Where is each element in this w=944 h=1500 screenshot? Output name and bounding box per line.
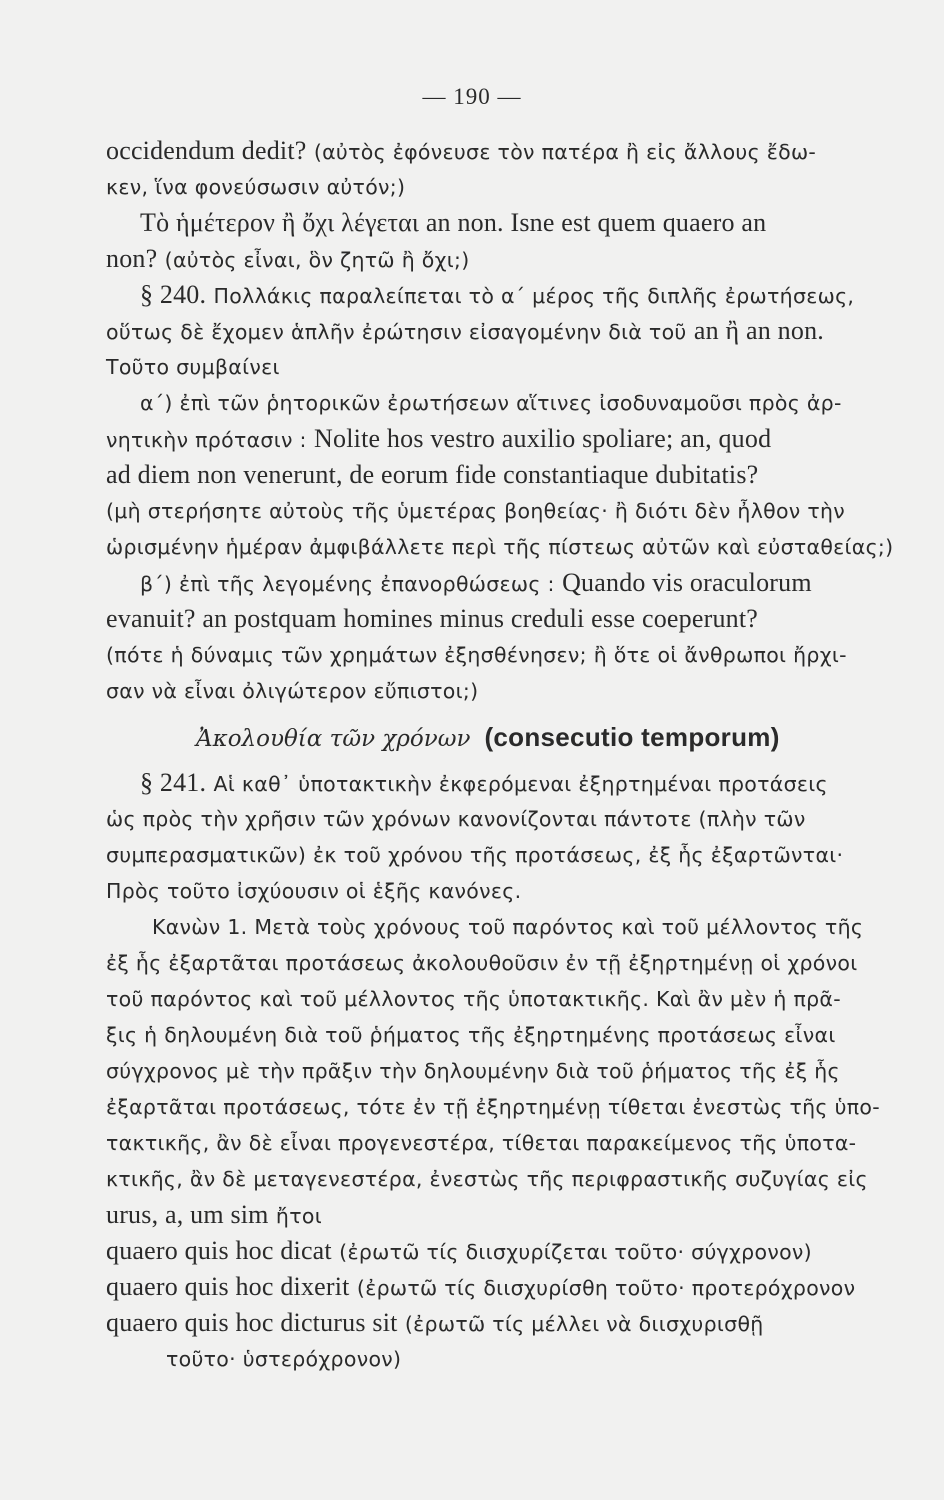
heading-latin: (consecutio temporum) <box>484 722 780 752</box>
text-line: evanuit? an postquam homines minus creduli esse coeperunt? <box>106 604 759 633</box>
text-line: σύγχρονος μὲ τὴν πρᾶξιν τὴν δηλουμένην διὰ τοῦ ῥήματος τῆς ἐξ ἧς <box>106 1059 840 1083</box>
text-line: occidendum dedit? (αὐτὸς ἐφόνευσε τὸν πατέρα ἢ εἰς ἄλλους ἔδω- <box>106 136 817 165</box>
text-line: Πρὸς τοῦτο ἰσχύουσιν οἱ ἑξῆς κανόνες. <box>106 879 522 903</box>
text-line: ἐξ ἧς ἐξαρτᾶται προτάσεως ἀκολουθοῦσιν ἐν τῇ ἐξηρτημένῃ οἱ χρόνοι <box>106 951 858 975</box>
text-line: οὕτως δὲ ἔχομεν ἁπλῆν ἐρώτησιν εἰσαγομένην διὰ τοῦ an ἢ an non. <box>106 316 824 345</box>
text-line: ἐξαρτᾶται προτάσεως, τότε ἐν τῇ ἐξηρτημένῃ τίθεται ἐνεστὼς τῆς ὑπο- <box>106 1095 880 1119</box>
text-line: τακτικῆς, ἂν δὲ εἶναι προγενεστέρα, τίθεται παρακείμενος τῆς ὑποτα- <box>106 1131 857 1155</box>
text-line: § 241. Αἱ καθ᾿ ὑποτακτικὴν ἐκφερόμεναι ἐξηρτημέναι προτάσεις <box>140 768 828 797</box>
text-line: non? (αὐτὸς εἶναι, ὃν ζητῶ ἢ ὄχι;) <box>106 244 470 273</box>
text-line: τοῦτο· ὑστερόχρονον) <box>166 1347 402 1371</box>
text-line: κτικῆς, ἂν δὲ μεταγενεστέρα, ἐνεστὼς τῆς περιφραστικῆς συζυγίας εἰς <box>106 1167 868 1191</box>
text-line: § 240. Πολλάκις παραλείπεται τὸ α΄ μέρος τῆς διπλῆς ἐρωτήσεως, <box>140 280 855 309</box>
text-line: τοῦ παρόντος καὶ τοῦ μέλλοντος τῆς ὑποτακτικῆς. Καὶ ἂν μὲν ἡ πρᾶ- <box>106 987 841 1011</box>
text-line: Κανὼν 1. Μετὰ τοὺς χρόνους τοῦ παρόντος καὶ τοῦ μέλλοντος τῆς <box>152 915 864 939</box>
text-line: ad diem non venerunt, de eorum fide constantiaque dubitatis? <box>106 460 759 489</box>
text-line: β΄) ἐπὶ τῆς λεγομένης ἐπανορθώσεως : Quando vis oraculorum <box>140 568 812 597</box>
text-line: α΄) ἐπὶ τῶν ῥητορικῶν ἐρωτήσεων αἵτινες ἰσοδυναμοῦσι πρὸς ἀρ- <box>140 391 842 415</box>
text-line: συμπερασματικῶν) ἐκ τοῦ χρόνου τῆς προτάσεως, ἐξ ἧς ἐξαρτῶνται· <box>106 843 844 867</box>
text-line: Τοῦτο συμβαίνει <box>106 355 280 379</box>
text-line: urus, a, um sim ἤτοι <box>106 1200 322 1229</box>
text-line: νητικὴν πρότασιν : Nolite hos vestro auxilio spoliare; an, quod <box>106 424 772 453</box>
page-body <box>106 133 906 1377</box>
text-line: ξις ἡ δηλουμένη διὰ τοῦ ῥήματος τῆς ἐξηρτημένης προτάσεως εἶναι <box>106 1023 836 1047</box>
text-line: quaero quis hoc dixerit (ἐρωτῶ τίς διισχυρίσθη τοῦτο· προτερόχρονον <box>106 1272 856 1301</box>
heading-greek: Ἀκολουθία τῶν χρόνων <box>196 726 471 752</box>
text-line: ὡς πρὸς τὴν χρῆσιν τῶν χρόνων κανονίζονται πάντοτε (πλὴν τῶν <box>106 807 806 831</box>
text-line: (πότε ἡ δύναμις τῶν χρημάτων ἐξησθένησεν; ἢ ὅτε οἱ ἄνθρωποι ἤρχι- <box>106 643 847 667</box>
text-line: quaero quis hoc dicturus sit (ἐρωτῶ τίς μέλλει νὰ διισχυρισθῇ <box>106 1308 764 1337</box>
text-line: (μὴ στερήσητε αὐτοὺς τῆς ὑμετέρας βοηθείας· ἢ διότι δὲν ἦλθον τὴν <box>106 499 846 523</box>
text-line: κεν, ἵνα φονεύσωσιν αὐτόν;) <box>106 175 406 199</box>
section-heading <box>106 709 906 765</box>
text-line: ὡρισμένην ἡμέραν ἀμφιβάλλετε περὶ τῆς πίστεως αὐτῶν καὶ εὐσταθείας;) <box>106 535 894 559</box>
page-number: — 190 — <box>422 84 522 109</box>
text-line: quaero quis hoc dicat (ἐρωτῶ τίς διισχυρίζεται τοῦτο· σύγχρονον) <box>106 1236 812 1265</box>
text-line: Τὸ ἡμέτερον ἢ ὄχι λέγεται an non. Isne est quem quaero an <box>140 208 767 237</box>
text-line: σαν νὰ εἶναι ὀλιγώτερον εὔπιστοι;) <box>106 679 479 703</box>
